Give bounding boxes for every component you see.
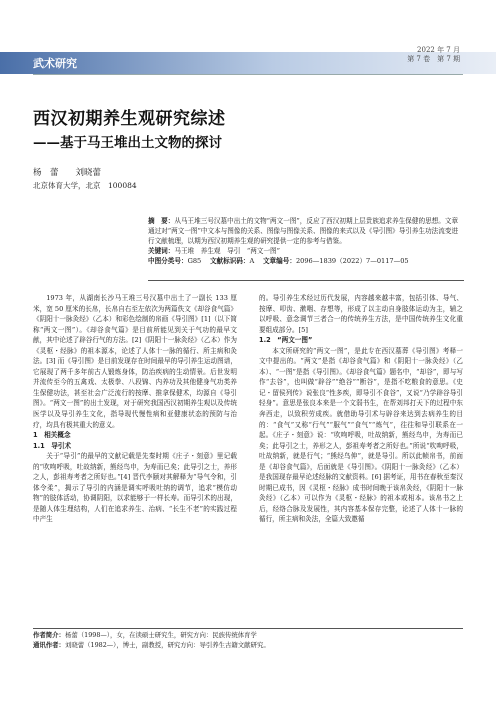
affiliation: 北京体育大学，北京 100084 [33, 181, 137, 190]
subsection-heading: 1.2 “两文一图” [259, 336, 313, 345]
abstract-text: 从马王堆三号汉墓中出土的文物“两文一图”，反应了西汉初期上层贵族追求养生保健的思想。文章通过对“两文一图”中文本与图像的关系、图像与图像关系、图像的来式以及《导引图》导引养生功法流变进行文献梳理，以期为西汉初期养生观的研究提供一定的参考与借鉴。 [148, 217, 459, 245]
article-id-value: 2096—1839（2022）7—0117—05 [295, 257, 409, 265]
abstract-rule [148, 280, 464, 281]
abstract-block [148, 216, 464, 266]
corresponding-label: 通讯作者： [33, 641, 65, 649]
keywords [148, 246, 464, 256]
keywords-text: 马王堆 养生观 导引 “两文一图” [174, 247, 281, 255]
footnote [33, 630, 463, 650]
paragraph: 1973 年，从湖南长沙马王堆三号汉墓中出土了一副长 133 厘米，宽 50 厘米的长帛，长帛自右至左依次为两篇佚文《却谷食气篇》《阴阳十一脉灸经》（乙本）和彩色绘制的帛画《导引图》[1]（以下简称“两文一图”）。《却谷食气篇》是目前所能见到关于气功的最早文献，其中论述了辟谷行气的方法。[2]《阴阳十一脉灸经》（乙本）作为《灵枢・经脉》的祖本源本，论述了人体十一脉的循行、所主病和灸法。[3] 而《导引图》是目前发现存在时间最早的导引养生运动图谱，它展现了两千多年前古人锻炼身体，防治疾病的生动情景。后世发明并流传至今的五禽戏、太极拳、八段锦、内养功及其他健身气功类养生保健功法，甚至社会广泛流行的按摩、推拿保健术，均源自《导引图》。“两文一图”的出土发现，对于研究我国西汉初期养生观以及传统医学以及导引养生文化，指导现代慢性病和亚健康状态的预防与治疗，均具有极其重大的意义。 [33, 294, 237, 429]
class-value: G85 [187, 257, 202, 265]
issue-volume: 第 7 卷 第 7 期 [407, 55, 460, 63]
author-note [33, 630, 463, 640]
author-note-text: 杨蕾（1998—），女，在读硕士研究生，研究方向：民族传统体育学 [64, 631, 257, 639]
journal-header [0, 46, 496, 74]
issue-info [407, 46, 460, 64]
paragraph: 关于“导引”的最早的文献记载是先秦时期《庄子・刻意》里记载的“吹呴呼吸，吐故纳新，熊经鸟申，为寿而已矣；此导引之士，养形之人，彭祖寿考者之所好也。”[4] 晋代李颐对其解释为“导气令和，引体令柔”，揭示了导引的内涵是调实呼吸吐纳的调节，追求“模仿动物”的肢体活动，协调阴阳，以求能够于一样长寿。而导引术的出现，是随人体生理结构，人们在追求养生、治病、“长生不老”的实践过程中产生 [33, 452, 237, 524]
abstract [148, 216, 464, 246]
journal-section: 武术研究 [33, 57, 77, 70]
header-rule [33, 74, 463, 75]
abstract-label: 摘 要： [148, 217, 175, 225]
body-column-right [259, 293, 463, 525]
author-note-label: 作者简介： [33, 631, 65, 639]
doc-label: 文献标识码： [209, 257, 250, 265]
paragraph: 的。导引养生术经过历代发展，内容越来越丰富，包括引体、导气、按摩、叩齿、漱咽、存想等，形成了以主动自身肢体运动为主，辅之以呼吸、意念调节三者合一的传统养生方法，是中国传统养生文化重要组成部分。[5] [259, 294, 463, 334]
authors: 杨 蕾 刘晓蕾 [33, 168, 102, 178]
doc-value: A [249, 257, 255, 265]
body-column-left [33, 293, 237, 525]
subsection-heading: 1.1 导引术 [33, 441, 72, 450]
paragraph: 本文所研究的“两文一图”，是此专在西汉墓葬《导引图》考释一文中提出的。“两文”是指《却谷食气篇》和《阴阳十一脉灸经》（乙本）、“一图”是指《导引图》。《却谷食气篇》题名中，“却谷”，即与写作“去谷”，也叫做“辟谷”“绝谷”“断谷”，是指不吃粮食的意思。《史记・留侯列传》说张良“性多疾，即导引不食谷”，又说“乃学辟谷导引轻身”。意思是张良本来是一个文弱书生，在帮刘邦打天下的过程中东奔西走，以致积劳成疾。就借助导引术与辟谷来达到去病养生的目的：“食气”又称“行气”“服气”“食气”“炼气”，往往和导引联系在一起。《庄子・刻意》说：“吹呴呼吸，吐故纳新，熊经鸟申，为寿而已矣；此导引之士，养形之人，彭祖寿考者之所好也。”所说“吹呴呼吸，吐故纳新，就是行气；“熊经鸟伸”，就是导引。所以此帧帛书，前面是《却谷食气篇》，后面就是《导引图》。《阴阳十一脉灸经》（乙本）是我国现存最早论述经脉的文献资料。[6] 据考证，用书在春秋至秦汉时期已成书，因《灵枢・经脉》成书时间晚于该帛灸经，《阴阳十一脉灸经》（乙本）可以作为《灵枢・经脉》的祖本或相本。该帛书之上后，经络合脉及发展性，其内容基本保存完整，论述了人体十一脉的循行，所主病和灸法，全篇大致邀循 [259, 346, 463, 524]
paper-subtitle: ——基于马王堆出土文物的探讨 [33, 135, 222, 151]
article-id-label: 文章编号： [262, 257, 296, 265]
class-label: 中图分类号： [148, 257, 188, 265]
corresponding-text: 刘晓蕾（1982—），博士，副教授，研究方向：导引养生古籍文献研究。 [64, 641, 270, 649]
keywords-label: 关键词： [148, 247, 175, 255]
paper-title: 西汉初期养生观研究综述 [33, 109, 226, 129]
section-heading: 1 相关概念 [33, 431, 71, 440]
footnote-rule [33, 628, 463, 629]
issue-date: 2022 年 7 月 [417, 46, 460, 54]
corresponding-note [33, 640, 463, 650]
classification [148, 256, 464, 266]
